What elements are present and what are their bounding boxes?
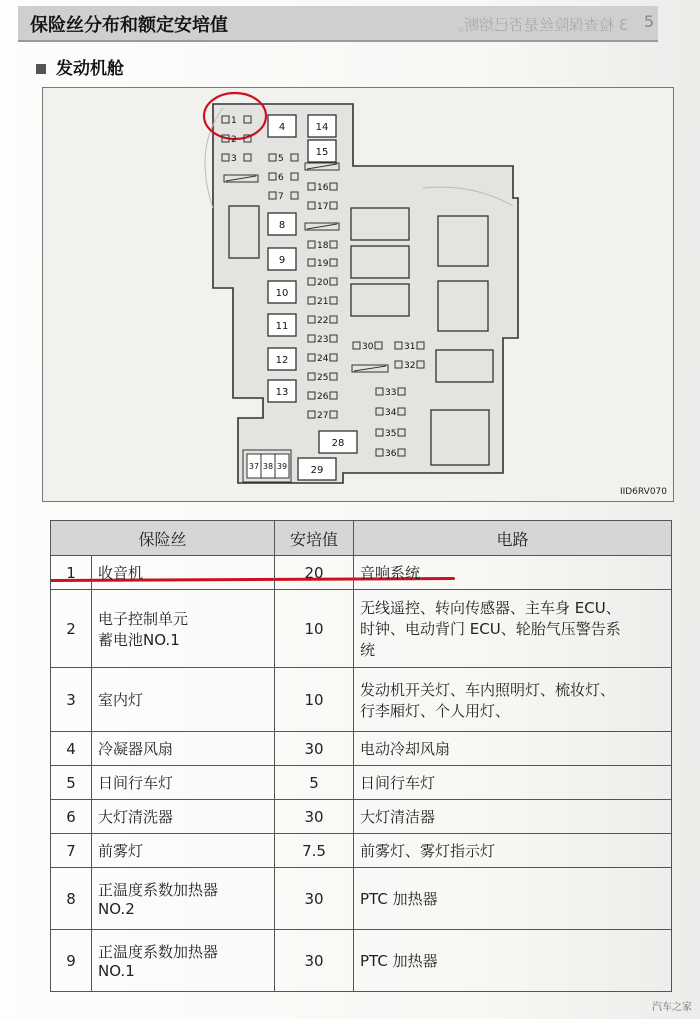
- fuse-label: 3: [231, 154, 237, 164]
- fuse-name: 前雾灯: [92, 834, 275, 868]
- table-row: [51, 732, 672, 766]
- fuse-circuit: 大灯清洁器: [354, 800, 672, 834]
- table-row: [51, 868, 672, 930]
- fuse-number: 7: [51, 834, 92, 868]
- fuse-label: 21: [317, 297, 329, 307]
- fuse-label: 25: [317, 373, 329, 383]
- table-row: [51, 556, 672, 590]
- fuse-37: [247, 454, 261, 478]
- fuse-amp: 30: [275, 732, 354, 766]
- fuse-number: 6: [51, 800, 92, 834]
- fuse-label: 35: [385, 429, 397, 439]
- fuse-box-svg: [43, 88, 673, 501]
- fuse-label: 22: [317, 316, 329, 326]
- corner-number: 5: [643, 12, 654, 31]
- fuse-name: 大灯清洗器: [92, 800, 275, 834]
- fuse-14: [308, 115, 336, 137]
- fuse-4: [268, 115, 296, 137]
- fuse-name: 室内灯: [92, 668, 275, 732]
- fuse-circuit: 无线遥控、转向传感器、主车身 ECU、 时钟、电动背门 ECU、轮胎气压警告系 统: [354, 590, 672, 668]
- fuse-label: 11: [275, 321, 289, 332]
- fuse-label: 8: [278, 220, 286, 231]
- fuse-label: 17: [317, 202, 329, 212]
- fuse-12: [268, 348, 296, 370]
- fuse-label: 36: [385, 449, 397, 459]
- fuse-label: 12: [275, 355, 289, 366]
- fuse-label: 32: [404, 361, 416, 371]
- fuse-label: 16: [317, 183, 329, 193]
- fuse-number: 5: [51, 766, 92, 800]
- fuse-label: 28: [331, 438, 345, 449]
- fuse-amp: 5: [275, 766, 354, 800]
- fuse-number: 9: [51, 930, 92, 992]
- header-circuit: 电路: [354, 521, 672, 556]
- fuse-label: 10: [275, 288, 289, 299]
- fuse-11: [268, 314, 296, 336]
- fuse-label: 19: [317, 259, 329, 269]
- fuse-number: 2: [51, 590, 92, 668]
- section-heading: [36, 54, 124, 79]
- fuse-label: 23: [317, 335, 329, 345]
- fuse-label: 14: [315, 122, 329, 133]
- fuse-15: [308, 140, 336, 162]
- table-row: [51, 834, 672, 868]
- fuse-circuit: PTC 加热器: [354, 868, 672, 930]
- fuse-label: 20: [317, 278, 329, 288]
- fuse-label: 15: [315, 147, 329, 158]
- fuse-name: 日间行车灯: [92, 766, 275, 800]
- fuse-label: 2: [231, 135, 237, 145]
- fuse-amp: 10: [275, 668, 354, 732]
- fuse-28: [319, 431, 357, 453]
- fuse-label: 18: [317, 241, 329, 251]
- fuse-circuit: 发动机开关灯、车内照明灯、梳妆灯、 行李厢灯、个人用灯、: [354, 668, 672, 732]
- fuse-8: [268, 213, 296, 235]
- table-row: [51, 930, 672, 992]
- fuse-label: 7: [278, 192, 284, 202]
- fuse-label: 29: [310, 465, 324, 476]
- fuse-label: 39: [276, 462, 288, 471]
- fuse-circuit: 前雾灯、雾灯指示灯: [354, 834, 672, 868]
- section-title: 发动机舱: [56, 59, 124, 79]
- fuse-amp: 20: [275, 556, 354, 590]
- fuse-name: 正温度系数加热器 NO.1: [92, 930, 275, 992]
- fuse-label: 38: [262, 462, 274, 471]
- fuse-amp: 7.5: [275, 834, 354, 868]
- table-row: [51, 766, 672, 800]
- fuse-circuit: 音响系统: [354, 556, 672, 590]
- square-bullet-icon: [36, 64, 46, 74]
- fuse-label: 26: [317, 392, 329, 402]
- page-title: 保险丝分布和额定安培值: [30, 15, 228, 36]
- header-amp: 安培值: [275, 521, 354, 556]
- fuse-amp: 30: [275, 868, 354, 930]
- fuse-amp: 30: [275, 930, 354, 992]
- fuse-label: 31: [404, 342, 416, 352]
- fuse-circuit: PTC 加热器: [354, 930, 672, 992]
- fuse-label: 13: [275, 387, 289, 398]
- fuse-13: [268, 380, 296, 402]
- fuse-38: [261, 454, 275, 478]
- fuse-label: 9: [278, 255, 286, 266]
- fuse-circuit: 电动冷却风扇: [354, 732, 672, 766]
- fuse-label: 33: [385, 388, 397, 398]
- diagram-id: IID6RV070: [619, 487, 667, 497]
- header-bar: [18, 6, 658, 42]
- fuse-name: 电子控制单元 蓄电池NO.1: [92, 590, 275, 668]
- table-row: [51, 800, 672, 834]
- table-row: [51, 590, 672, 668]
- fuse-name: 收音机: [92, 556, 275, 590]
- fuse-label: 30: [362, 342, 374, 352]
- fuse-39: [275, 454, 289, 478]
- fuse-name: 正温度系数加热器 NO.2: [92, 868, 275, 930]
- fuse-label: 37: [248, 462, 260, 471]
- fuse-10: [268, 281, 296, 303]
- fuse-amp: 30: [275, 800, 354, 834]
- fuse-number: 8: [51, 868, 92, 930]
- fuse-label: 34: [385, 408, 397, 418]
- fuse-label: 5: [278, 154, 284, 164]
- header-fuse: 保险丝: [51, 521, 275, 556]
- fuse-label: 1: [231, 116, 237, 126]
- fuse-amp: 10: [275, 590, 354, 668]
- fuse-label: 27: [317, 411, 329, 421]
- fuse-number: 1: [51, 556, 92, 590]
- fuse-number: 3: [51, 668, 92, 732]
- fuse-circuit: 日间行车灯: [354, 766, 672, 800]
- watermark: 汽车之家: [652, 1002, 692, 1013]
- fuse-29: [298, 458, 336, 480]
- fuse-table: [50, 520, 672, 992]
- fuse-9: [268, 248, 296, 270]
- show-through-text: 3 检查保险丝是否已熔断。: [448, 16, 628, 34]
- table-header-row: [51, 521, 672, 556]
- fuse-label: 4: [278, 122, 286, 133]
- fuse-label: 24: [317, 354, 329, 364]
- box-outline: [213, 104, 518, 483]
- fuse-name: 冷凝器风扇: [92, 732, 275, 766]
- fuse-label: 6: [278, 173, 284, 183]
- fuse-box-diagram: [42, 87, 674, 502]
- table-row: [51, 668, 672, 732]
- fuse-number: 4: [51, 732, 92, 766]
